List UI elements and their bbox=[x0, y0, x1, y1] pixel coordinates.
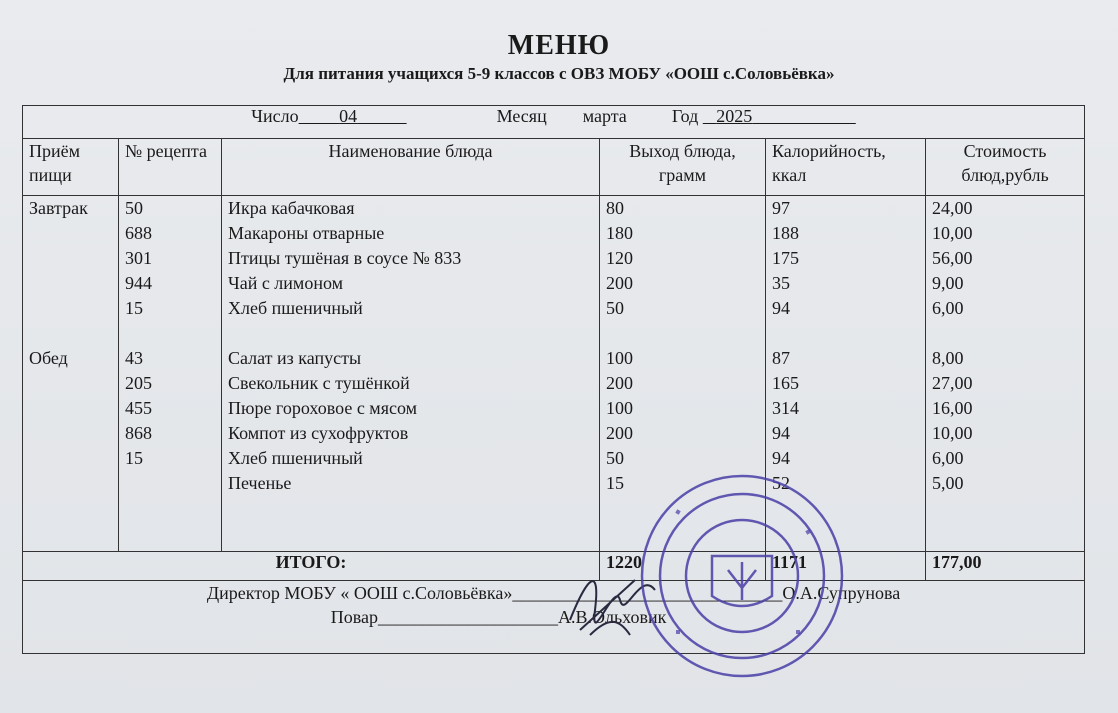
calories-value: 165 bbox=[772, 373, 799, 393]
recipe-number: 455 bbox=[125, 398, 152, 418]
calories-value: 94 bbox=[772, 448, 790, 468]
year-value: 2025 bbox=[716, 106, 753, 126]
month-label: Месяц bbox=[496, 106, 547, 126]
yield-value: 100 bbox=[606, 348, 633, 368]
cost-value: 24,00 bbox=[932, 198, 973, 218]
calories-value: 94 bbox=[772, 423, 790, 443]
header-calories: Калорийность, ккал bbox=[766, 139, 926, 196]
recipe-number: 15 bbox=[125, 448, 143, 468]
cook-signature-line: Повар____________________А.В.Ольховик bbox=[330, 607, 667, 627]
yield-value: 80 bbox=[606, 198, 624, 218]
date-cell bbox=[23, 106, 1085, 139]
calories-value: 87 bbox=[772, 348, 790, 368]
page-title: МЕНЮ bbox=[507, 30, 611, 61]
recipe-number: 301 bbox=[125, 248, 152, 268]
recipe-number: 944 bbox=[125, 273, 152, 293]
header-recipe: № рецепта bbox=[119, 139, 222, 196]
cost-value: 10,00 bbox=[932, 223, 973, 243]
calories-value: 314 bbox=[772, 398, 799, 418]
total-yield: 1220 bbox=[600, 552, 766, 581]
calories-value: 52 bbox=[772, 473, 790, 493]
calories-value: 175 bbox=[772, 248, 799, 268]
calories-value: 188 bbox=[772, 223, 799, 243]
director-label: Директор МОБУ « ООШ с.Соловьёвка» bbox=[206, 583, 513, 603]
yield-value: 50 bbox=[606, 298, 624, 318]
recipe-column bbox=[119, 196, 222, 552]
signature-cell bbox=[23, 581, 1085, 654]
cost-column bbox=[926, 196, 1085, 552]
recipe-number: 205 bbox=[125, 373, 152, 393]
day-value: 04 bbox=[339, 106, 358, 126]
date-row bbox=[23, 106, 1085, 139]
table-body-row bbox=[23, 196, 1085, 552]
dish-name: Свекольник с тушёнкой bbox=[228, 373, 410, 393]
cost-value: 6,00 bbox=[932, 448, 964, 468]
dish-name: Салат из капусты bbox=[228, 348, 362, 368]
yield-value: 200 bbox=[606, 373, 633, 393]
yield-value: 15 bbox=[606, 473, 624, 493]
cost-value: 9,00 bbox=[932, 273, 964, 293]
recipe-number: 688 bbox=[125, 223, 152, 243]
page-subtitle: Для питания учащихся 5-9 классов с ОВЗ МОБУ «ООШ с.Соловьёвка» bbox=[283, 64, 835, 83]
recipe-number: 50 bbox=[125, 198, 143, 218]
recipe-number: 868 bbox=[125, 423, 152, 443]
dish-name: Хлеб пшеничный bbox=[228, 298, 363, 318]
recipe-number: 15 bbox=[125, 298, 143, 318]
dish-name: Печенье bbox=[228, 473, 292, 493]
calories-value: 94 bbox=[772, 298, 790, 318]
calories-column bbox=[766, 196, 926, 552]
cook-label: Повар bbox=[330, 607, 378, 627]
cost-value: 27,00 bbox=[932, 373, 973, 393]
meal-breakfast: Завтрак bbox=[29, 198, 88, 218]
yield-column bbox=[600, 196, 766, 552]
cook-name: А.В.Ольховик bbox=[557, 607, 667, 627]
cost-value: 8,00 bbox=[932, 348, 964, 368]
total-cost: 177,00 bbox=[926, 552, 1085, 581]
month-value: марта bbox=[582, 106, 627, 126]
dish-name: Пюре гороховое с мясом bbox=[228, 398, 418, 418]
day-label: Число bbox=[251, 106, 299, 126]
dish-name: Икра кабачковая bbox=[228, 198, 355, 218]
director-signature-line: Директор МОБУ « ООШ с.Соловьёвка»______________________________О.А.Супрунова bbox=[206, 583, 901, 603]
total-calories: 1171 bbox=[766, 552, 926, 581]
dish-name: Птицы тушёная в соусе № 833 bbox=[228, 248, 462, 268]
menu-table bbox=[22, 105, 1085, 654]
total-row bbox=[23, 552, 1085, 581]
cost-value: 6,00 bbox=[932, 298, 964, 318]
yield-value: 180 bbox=[606, 223, 633, 243]
meal-column bbox=[23, 196, 119, 552]
total-label: ИТОГО: bbox=[23, 552, 600, 581]
dish-name: Чай с лимоном bbox=[228, 273, 343, 293]
header-row bbox=[23, 139, 1085, 196]
meal-lunch: Обед bbox=[29, 348, 68, 368]
dish-name: Компот из сухофруктов bbox=[228, 423, 409, 443]
cost-value: 10,00 bbox=[932, 423, 973, 443]
yield-value: 200 bbox=[606, 273, 633, 293]
header-meal: Приём пищи bbox=[23, 139, 119, 196]
cost-value: 5,00 bbox=[932, 473, 964, 493]
yield-value: 200 bbox=[606, 423, 633, 443]
cost-value: 56,00 bbox=[932, 248, 973, 268]
yield-value: 50 bbox=[606, 448, 624, 468]
dish-name: Хлеб пшеничный bbox=[228, 448, 363, 468]
header-yield: Выход блюда, грамм bbox=[600, 139, 766, 196]
signature-row bbox=[23, 581, 1085, 654]
cost-value: 16,00 bbox=[932, 398, 973, 418]
dish-name: Макароны отварные bbox=[228, 223, 385, 243]
dish-column bbox=[222, 196, 600, 552]
header-cost: Стоимость блюд,рубль bbox=[926, 139, 1085, 196]
calories-value: 35 bbox=[772, 273, 790, 293]
year-label: Год bbox=[671, 106, 699, 126]
header-dish: Наименование блюда bbox=[222, 139, 600, 196]
calories-value: 97 bbox=[772, 198, 790, 218]
recipe-number: 43 bbox=[125, 348, 143, 368]
yield-value: 120 bbox=[606, 248, 633, 268]
director-name: О.А.Супрунова bbox=[782, 583, 901, 603]
yield-value: 100 bbox=[606, 398, 633, 418]
